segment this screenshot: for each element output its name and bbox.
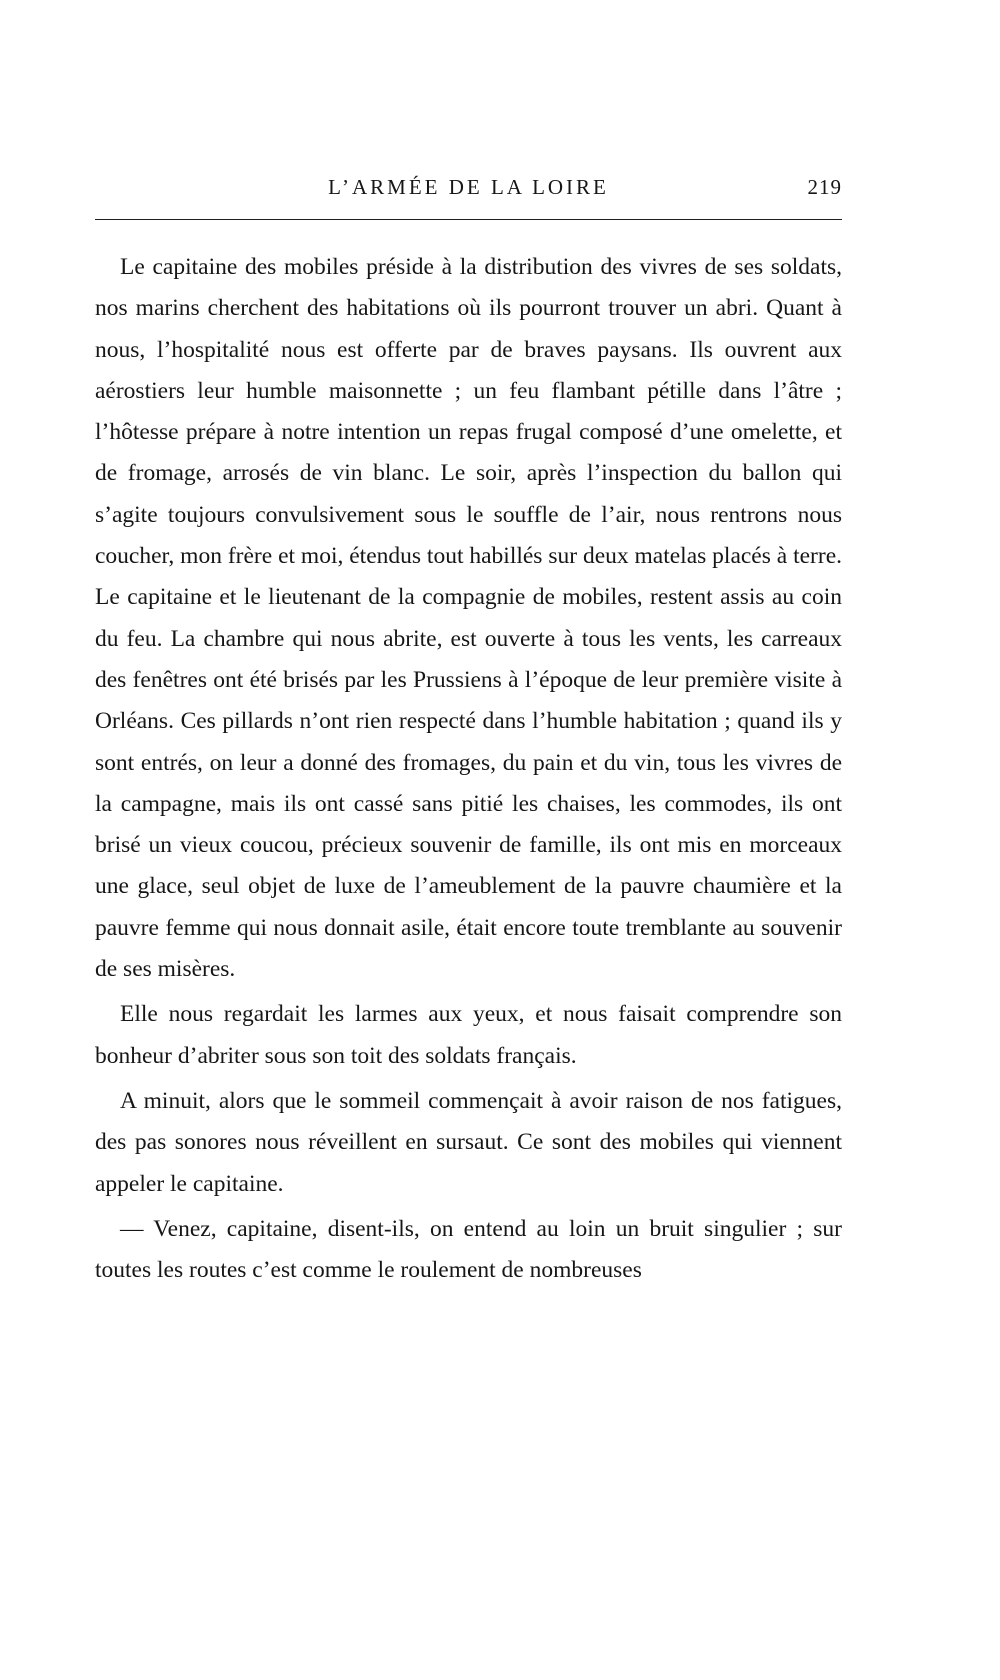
running-head (95, 170, 842, 204)
paragraph-3: A minuit, alors que le sommeil commençait à avoir raison de nos fatigues, des pas sonores nous réveillent en sursaut. Ce sont des mobiles qui viennent appeler le capitaine. (95, 1087, 842, 1197)
running-title: L’ARMÉE DE LA LOIRE (328, 175, 609, 199)
header-rule (95, 219, 842, 220)
paragraph-1: Le capitaine des mobiles préside à la distribution des vivres de ses soldats, nos marins cherchent des habitations où ils pourront trouver un abri. Quant à nous, l’hospitalité nous est offerte par de braves paysans. Ils ouvrent aux aérostiers leur humble maisonnette ; un feu flambant pétille dans l’âtre ; l’hôtesse prépare à notre intention un repas frugal composé d’une omelette, et de fromage, arrosés de vin blanc. Le soir, après l’inspection du ballon qui s’agite toujours convulsivement sous le souffle de l’air, nous rentrons nous coucher, mon frère et moi, étendus tout habillés sur deux matelas placés à terre. Le capitaine et le lieutenant de la compagnie de mobiles, restent assis au coin du feu. La chambre qui nous abrite, est ouverte à tous les vents, les carreaux des fenêtres ont été brisés par les Prussiens à l’époque de leur première visite à Orléans. Ces pillards n’ont rien respecté dans l’humble habitation ; quand ils y sont entrés, on leur a donné des fromages, du pain et du vin, tous les vivres de la campagne, mais ils ont cassé sans pitié les chaises, les commodes, ils ont brisé un vieux coucou, précieux souvenir de famille, ils ont mis en morceaux une glace, seul objet de luxe de l’ameublement de la pauvre chaumière et la pauvre femme qui nous donnait asile, était encore toute tremblante au souvenir de ses misères. (95, 254, 842, 983)
paragraph-2: Elle nous regardait les larmes aux yeux, et nous faisait comprendre son bonheur d’abriter sous son toit des soldats français. (95, 1001, 842, 1069)
page-number: 219 (807, 175, 842, 199)
paragraph-4: — Venez, capitaine, disent-ils, on entend au loin un bruit singulier ; sur toutes les routes c’est comme le roulement de nombreuses (95, 1215, 842, 1284)
body-text (95, 247, 842, 1295)
